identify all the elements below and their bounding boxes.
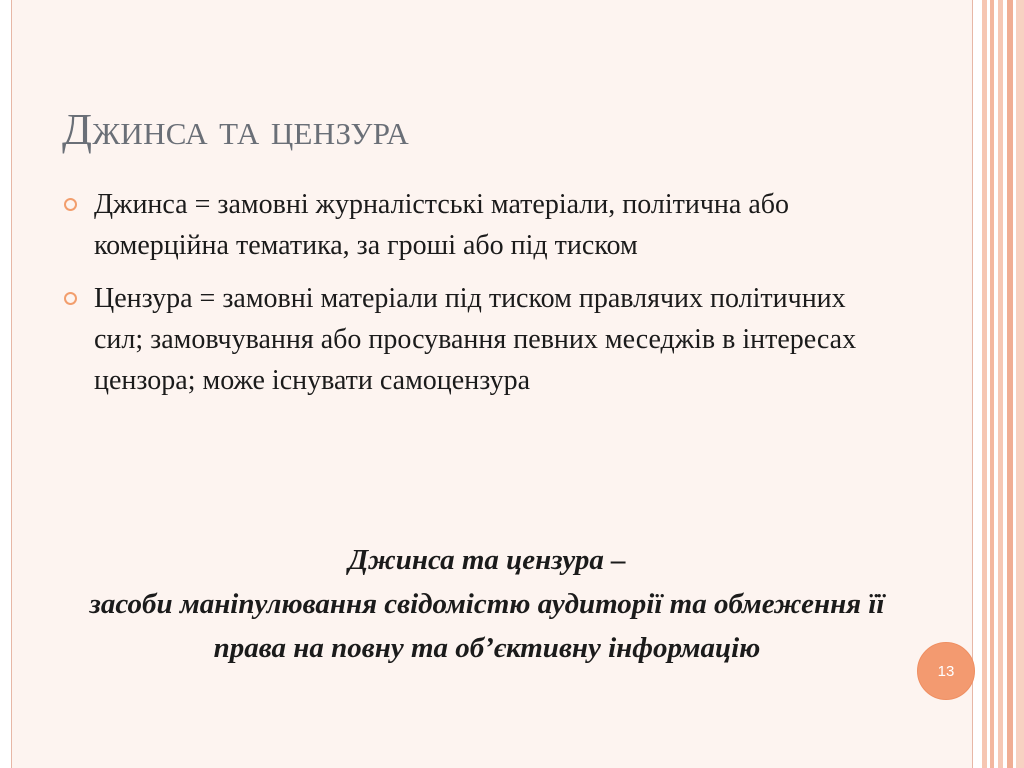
bullet-item-tsenzura: [62, 278, 882, 401]
decorative-stripe: [998, 0, 1003, 768]
page-number: 13: [937, 662, 955, 680]
emphasis-text: засоби маніпулювання свідомістю аудиторії та обмеження її права на повну та об’єктивну інформацію: [89, 588, 885, 664]
bullet-item-jynsa: [62, 184, 882, 266]
decorative-stripe: [990, 0, 994, 768]
bullet-list: [62, 184, 882, 413]
bullet-text: Джинса = замовні журналістські матеріали, політична або комерційна тематика, за гроші або під тиском: [94, 189, 789, 261]
emphasis-block: [62, 538, 912, 670]
bullet-text: Цензура = замовні матеріали під тиском правлячих політичних сил; замовчування або просування певних меседжів в інтересах цензора; може існувати самоцензура: [94, 283, 857, 396]
page-number-badge: [917, 642, 975, 700]
decorative-stripe: [1016, 0, 1024, 768]
decorative-stripe: [1007, 0, 1013, 768]
slide-title: Джинса та цензура: [62, 105, 410, 154]
emphasis-heading: Джинса та цензура –: [348, 544, 626, 576]
bullet-circle-icon: [64, 292, 77, 305]
decorative-stripe: [982, 0, 987, 768]
bullet-circle-icon: [64, 198, 77, 211]
